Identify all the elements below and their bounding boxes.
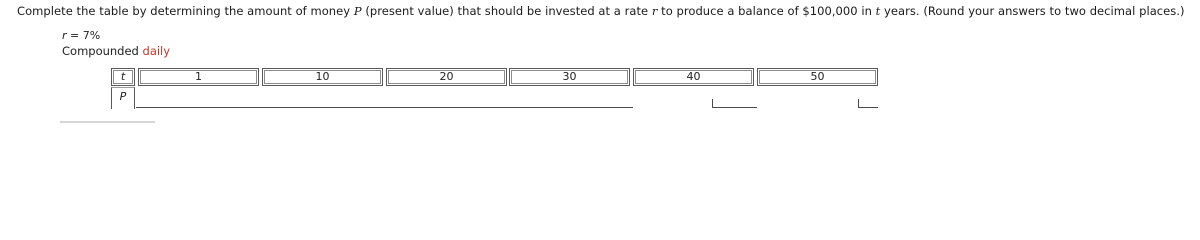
row-label-t: t (111, 68, 135, 86)
rate-var: r (62, 29, 67, 42)
compound-keyword: daily (142, 44, 171, 58)
t-cell-10: 10 (262, 68, 383, 86)
t-cell-1: 1 (138, 68, 259, 86)
var-r: r (651, 4, 658, 18)
question-part-b: (present value) that should be invested at a rate (361, 4, 652, 18)
t-cell-20: 20 (386, 68, 507, 86)
var-t: t (875, 4, 881, 18)
question-part-c: to produce a balance of $100,000 in (657, 4, 876, 18)
rate-value: = 7% (66, 29, 101, 42)
row-label-p: P (111, 87, 135, 109)
t-cell-40: 40 (633, 68, 754, 86)
answer-input-p-50[interactable] (858, 104, 878, 108)
compound-prefix: Compounded (62, 44, 143, 58)
question-part-d: years. (Round your answers to two decimal places.) (880, 4, 1185, 18)
t-cell-50: 50 (757, 68, 878, 86)
faint-border-left (60, 121, 155, 123)
question-text (17, 4, 1185, 18)
question-part-a: Complete the table by determining the amount of money (17, 4, 354, 18)
answer-input-divider-2 (858, 99, 859, 108)
answer-input-divider (712, 99, 713, 108)
t-cell-30: 30 (509, 68, 630, 86)
answer-input-p-40[interactable] (712, 104, 757, 108)
answer-input-p-1-30[interactable] (136, 104, 633, 108)
given-rate (62, 29, 100, 42)
var-p: P (353, 4, 362, 18)
given-compounding (62, 44, 170, 58)
